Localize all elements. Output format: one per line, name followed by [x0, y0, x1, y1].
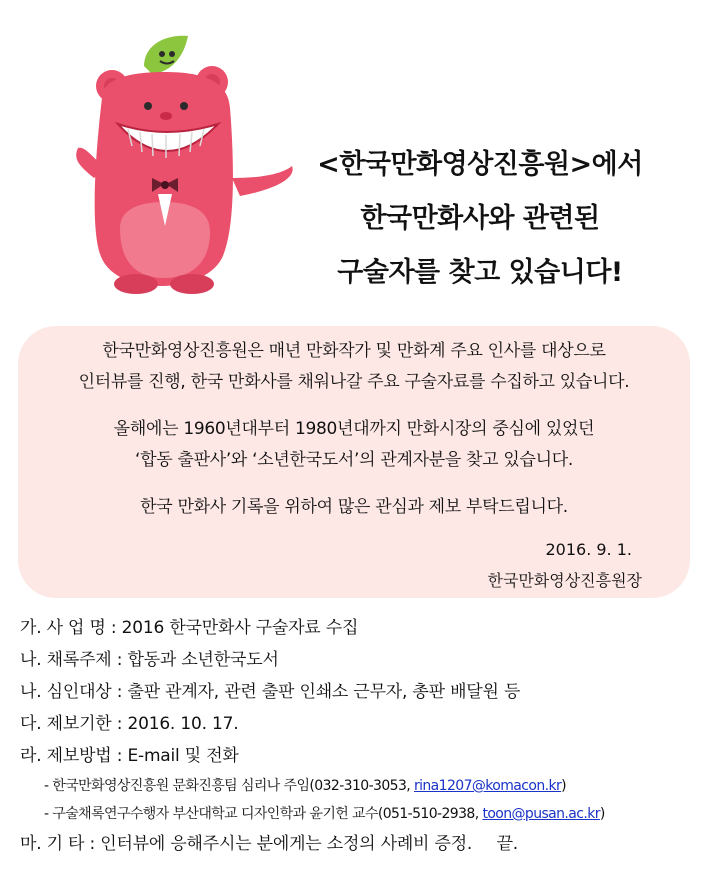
mascot-illustration [72, 28, 302, 298]
detail-end-mark: 끝. [496, 834, 518, 854]
detail-subject [20, 644, 700, 676]
contact-2 [20, 800, 700, 828]
contact-close: ) [599, 806, 605, 822]
contact-text: - 한국만화영상진흥원 문화진흥팀 심리나 주임(032-310-3053, [44, 778, 411, 794]
detail-label: 나. 채록주제 : [20, 650, 123, 670]
notice-paragraph-2 [18, 414, 690, 476]
detail-etc [20, 828, 700, 860]
detail-label: 라. 제보방법 : [20, 746, 123, 766]
contact-email-link[interactable]: toon@pusan.ac.kr [482, 806, 600, 822]
detail-label: 마. 기 타 : [20, 834, 96, 854]
notice-text: 인터뷰를 진행, 한국 만화사를 채워나갈 주요 구술자료를 수집하고 있습니다. [78, 372, 630, 392]
headline-line-3: 구술자를 찾고 있습니다! [337, 257, 623, 288]
contact-email-link[interactable]: rina1207@komacon.kr [413, 778, 562, 794]
headline-line-1: <한국만화영상진흥원>에서 [317, 149, 643, 180]
notice-text: 한국 만화사 기록을 위하여 많은 관심과 제보 부탁드립니다. [140, 497, 568, 517]
detail-value: 출판 관계자, 관련 출판 인쇄소 근무자, 총판 배달원 등 [127, 682, 521, 702]
notice-box [18, 326, 690, 598]
notice-paragraph-1 [18, 336, 690, 398]
detail-value: 인터뷰에 응해주시는 분에게는 소정의 사례비 증정. [100, 834, 473, 854]
headline [290, 138, 670, 300]
details-list [20, 612, 700, 860]
detail-project [20, 612, 700, 644]
notice-paragraph-3 [18, 492, 690, 523]
detail-value: 2016 한국만화사 구술자료 수집 [121, 618, 359, 638]
notice-text: ‘합동 출판사’와 ‘소년한국도서’의 관계자분을 찾고 있습니다. [135, 450, 573, 470]
detail-label: 가. 사 업 명 : [20, 618, 117, 638]
contact-text: - 구술채록연구수행자 부산대학교 디자인학과 윤기헌 교수(051-510-2938, [44, 806, 479, 822]
notice-text: 한국만화영상진흥원은 매년 만화작가 및 만화계 주요 인사를 대상으로 [102, 341, 606, 361]
detail-value: E-mail 및 전화 [127, 746, 239, 766]
contact-close: ) [561, 778, 567, 794]
notice-date: 2016. 9. 1. [545, 540, 632, 559]
headline-line-2: 한국만화사와 관련된 [360, 203, 600, 234]
detail-value: 합동과 소년한국도서 [127, 650, 279, 670]
detail-label: 나. 심인대상 : [20, 682, 123, 702]
notice-signature: 한국만화영상진흥원장 [487, 571, 642, 590]
detail-deadline [20, 708, 700, 740]
notice-text: 올해에는 1960년대부터 1980년대까지 만화시장의 중심에 있었던 [113, 419, 595, 439]
detail-label: 다. 제보기한 : [20, 714, 123, 734]
contact-1 [20, 772, 700, 800]
detail-target [20, 676, 700, 708]
detail-method [20, 740, 700, 772]
detail-value: 2016. 10. 17. [127, 714, 239, 734]
